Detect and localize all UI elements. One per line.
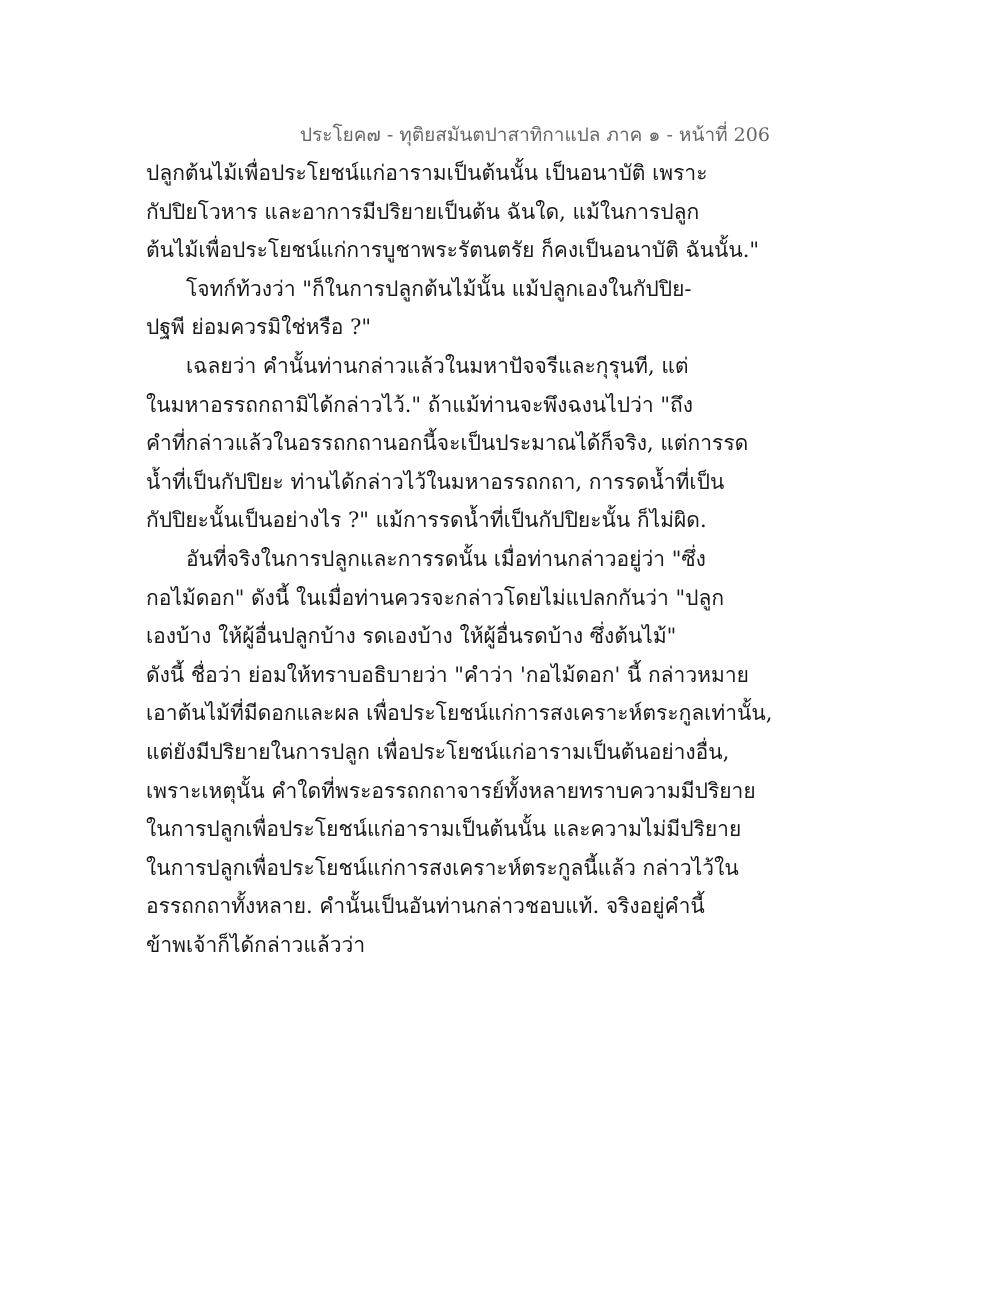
text-line: เอาต้นไม้ที่มีดอกและผล เพื่อประโยชน์แก่การสงเคราะห์ตระกูลเท่านั้น, [146, 701, 773, 726]
text-line: กัปปิยะนั้นเป็นอย่างไร ?" แม้การรดน้ำที่เป็นกัปปิยะนั้น ก็ไม่ผิด. [146, 508, 707, 533]
text-line: ปลูกต้นไม้เพื่อประโยชน์แก่อารามเป็นต้นนั้น เป็นอนาบัติ เพราะ [146, 161, 708, 185]
text-line: ดังนี้ ชื่อว่า ย่อมให้ทราบอธิบายว่า "คำว่า 'กอไม้ดอก' นี้ กล่าวหมาย [146, 662, 749, 687]
paragraph-first-line: โจทก์ท้วงว่า "ก็ในการปลูกต้นไม้นั้น แม้ปลูกเองในกัปปิย- [186, 276, 692, 301]
text-line: เพราะเหตุนั้น คำใดที่พระอรรถกถาจารย์ทั้งหลายทราบความมีปริยาย [146, 778, 756, 803]
text-line: ปฐพี ย่อมควรมิใช่หรือ ?" [146, 315, 371, 340]
text-line: แต่ยังมีปริยายในการปลูก เพื่อประโยชน์แก่อารามเป็นต้นอย่างอื่น, [146, 739, 730, 764]
text-line: ในการปลูกเพื่อประโยชน์แก่อารามเป็นต้นนั้น และความไม่มีปริยาย [146, 817, 742, 842]
text-line: อรรถกถาทั้งหลาย. คำนั้นเป็นอันท่านกล่าวชอบแท้. จริงอยู่คำนี้ [146, 894, 705, 919]
text-line: ในมหาอรรถกถามิได้กล่าวไว้." ถ้าแม้ท่านจะพึงฉงนไปว่า "ถึง [146, 392, 694, 417]
text-line: ในการปลูกเพื่อประโยชน์แก่การสงเคราะห์ตระกูลนี้แล้ว กล่าวไว้ใน [146, 855, 739, 880]
running-head: ประโยค๗ - ทุติยสมันตปาสาทิกาแปล ภาค ๑ - หน้าที่ 206 [300, 124, 770, 146]
text-line: กัปปิยโวหาร และอาการมีปริยายเป็นต้น ฉันใด, แม้ในการปลูก [146, 199, 700, 224]
text-line: ข้าพเจ้าก็ได้กล่าวแล้วว่า [146, 932, 366, 957]
paragraph-first-line: อันที่จริงในการปลูกและการรดนั้น เมื่อท่านกล่าวอยู่ว่า "ซึ่ง [186, 546, 706, 571]
text-line: ต้นไม้เพื่อประโยชน์แก่การบูชาพระรัตนตรัย ก็คงเป็นอนาบัติ ฉันนั้น." [146, 238, 760, 263]
text-line: น้ำที่เป็นกัปปิยะ ท่านได้กล่าวไว้ในมหาอรรถกถา, การรดน้ำที่เป็น [146, 469, 725, 494]
body-text [146, 154, 866, 964]
text-line: คำที่กล่าวแล้วในอรรถกถานอกนี้จะเป็นประมาณได้ก็จริง, แต่การรด [146, 431, 749, 456]
paragraph-first-line: เฉลยว่า คำนั้นท่านกล่าวแล้วในมหาปัจจรีและกุรุนที, แต่ [186, 353, 689, 378]
text-line: กอไม้ดอก" ดังนี้ ในเมื่อท่านควรจะกล่าวโดยไม่แปลกกันว่า "ปลูก [146, 585, 725, 610]
text-line: เองบ้าง ให้ผู้อื่นปลูกบ้าง รดเองบ้าง ให้ผู้อื่นรดบ้าง ซึ่งต้นไม้" [146, 624, 677, 649]
